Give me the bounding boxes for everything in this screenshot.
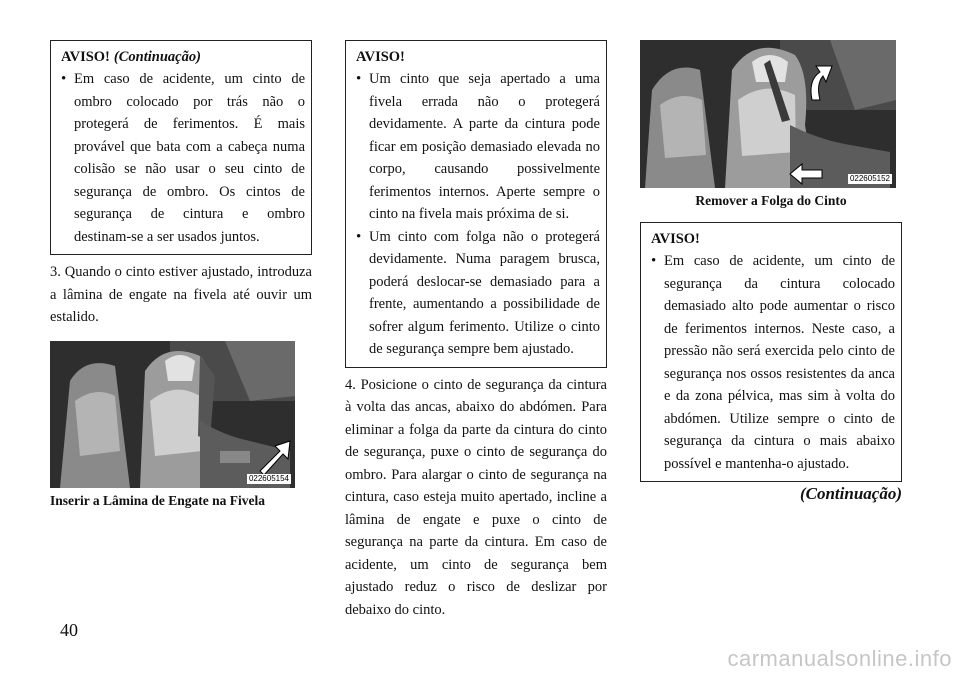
warning-box xyxy=(345,40,607,368)
warning-title: AVISO! xyxy=(356,49,405,65)
warning-box xyxy=(640,222,902,482)
seat-buckle-illustration xyxy=(50,341,295,488)
figure-code: 022605152 xyxy=(849,174,890,183)
warning-item: • Em caso de acidente, um cinto de ombro colocado por trás não o protegerá de ferimentos. É mais provável que bata com a cabeça numa colisão se não usar o seu cinto de segurança de ombro. Os cintos de segurança de cintura e ombro destinam-se a ser usados juntos. xyxy=(61,68,305,248)
warning-item: • Em caso de acidente, um cinto de segurança da cintura colocado demasiado alto pode aumentar o risco de ferimentos internos. Neste caso, a pressão não será exercida pelo cinto de segurança nos ossos resistentes da anca e da zona pélvica, mas sim à volta do abdómen. Utilize sempre o cinto de segurança da cintura o mais abaixo possível e mantenha-o ajustado. xyxy=(651,250,895,475)
warning-title xyxy=(61,46,305,68)
seat-belt-slack-illustration xyxy=(640,40,896,188)
warning-continued-label: (Continuação) xyxy=(113,49,201,65)
step-3-text: 3. Quando o cinto estiver ajustado, introduza a lâmina de engate na fivela até ouvir um estalido. xyxy=(50,264,312,325)
warning-list xyxy=(651,250,895,475)
warning-list xyxy=(61,68,305,248)
figure-insert-latch xyxy=(50,341,295,488)
warning-list xyxy=(356,68,600,361)
figure-caption: Inserir a Lâmina de Engate na Fivela xyxy=(50,492,266,508)
column-middle xyxy=(345,40,607,621)
figure-caption: Remover a Folga do Cinto xyxy=(695,193,847,208)
continued-footer: (Continuação) xyxy=(799,484,902,503)
watermark: carmanualsonline.info xyxy=(727,646,952,671)
warning-title: AVISO! xyxy=(651,231,700,247)
column-left xyxy=(50,40,312,510)
column-right xyxy=(640,40,902,504)
warning-item: • Um cinto que seja apertado a uma fivela errada não o protegerá devidamente. A parte da cintura pode ficar em posição demasiado elevada no corpo, causando possivelmente ferimentos internos. Aperte sempre o cinto na fivela mais próxima de si. xyxy=(356,68,600,226)
warning-heading: AVISO! xyxy=(61,49,110,65)
warning-box-continued xyxy=(50,40,312,255)
step-4-text: 4. Posicione o cinto de segurança da cintura à volta das ancas, abaixo do abdómen. Para eliminar a folga da parte da cintura do cinto de segurança, puxe o cinto de segurança do ombro. Para alargar o cinto de segurança na cintura, caso esteja muito apertado, incline a lâmina de engate e puxe o cinto de segurança na parte da cintura. Em caso de acidente, um cinto de segurança bem ajustado reduz o risco de deslizar por debaixo do cinto. xyxy=(345,376,607,618)
page-number: 40 xyxy=(60,620,78,640)
figure-code: 022605154 xyxy=(248,473,289,483)
warning-item: • Um cinto com folga não o protegerá devidamente. Numa paragem brusca, poderá deslocar-se demasiado para a frente, aumentando a possibilidade de sofrer algum ferimento. Utilize o cinto de segurança sempre bem ajustado. xyxy=(356,226,600,361)
figure-remove-slack xyxy=(640,40,896,188)
